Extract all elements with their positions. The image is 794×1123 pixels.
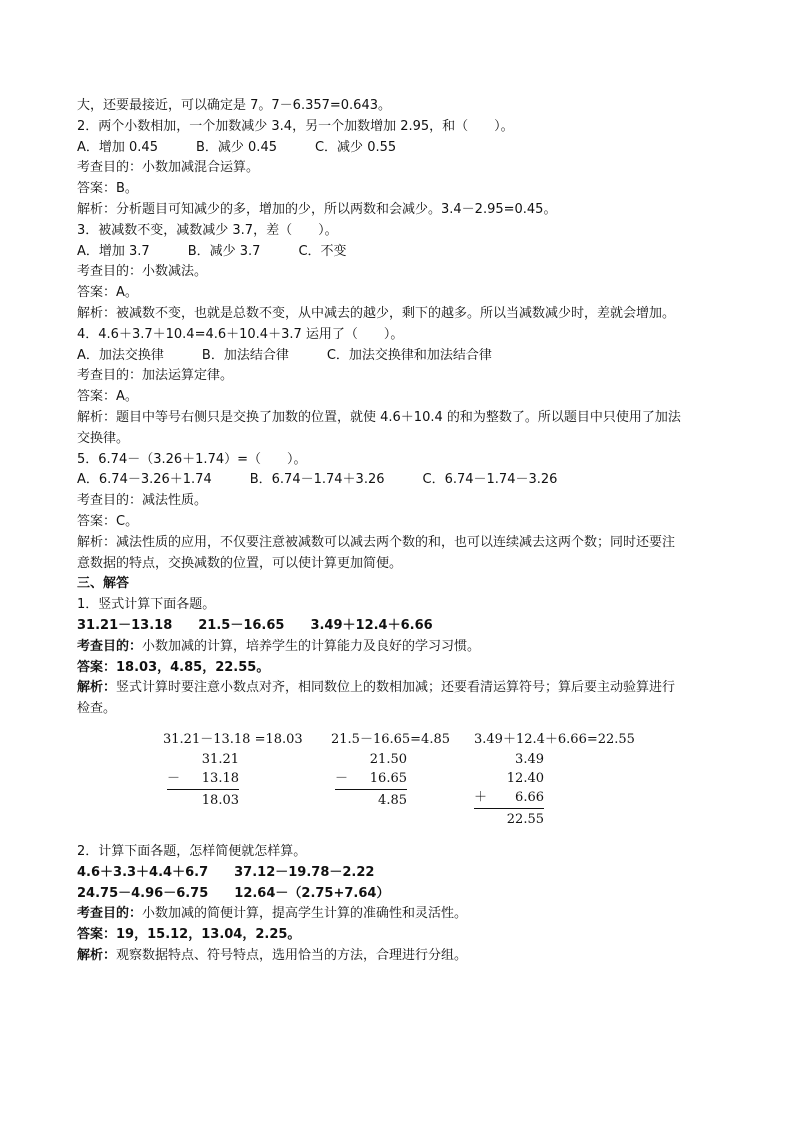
- calc-operand: 13.18: [201, 770, 239, 786]
- calc-sign: －: [167, 770, 181, 786]
- problem-answer: [77, 658, 727, 679]
- question-answer: 答案：A。: [77, 389, 138, 405]
- calc-operand: 12.40: [506, 770, 544, 786]
- analysis-text: 观察数据特点、符号特点，选用恰当的方法，合理进行分组。: [116, 947, 468, 963]
- calc-operand-signed: [474, 788, 544, 807]
- question-goal: 考查目的：加法运算定律。: [77, 368, 234, 384]
- option-c: C．不变: [298, 243, 347, 259]
- question-answer: 答案：B。: [77, 181, 138, 197]
- question-options: [77, 242, 727, 263]
- question-goal: 考查目的：小数加减混合运算。: [77, 160, 260, 176]
- calc-operand: 31.21: [201, 751, 239, 767]
- text-line: 大，还要最接近，可以确定是 7。7－6.357=0.643。: [77, 98, 391, 113]
- vertical-calc-3: [474, 730, 635, 829]
- problem-analysis: [77, 946, 727, 967]
- question-options: [77, 138, 727, 159]
- question-answer: 答案：A。: [77, 285, 138, 301]
- calc-equation: 31.21－13.18 =18.03: [163, 731, 303, 747]
- calc-operand-signed: [167, 769, 239, 788]
- answer-text: 18.03，4.85，22.55。: [116, 659, 270, 675]
- question-stem: 4．4.6＋3.7＋10.4=4.6＋10.4＋3.7 运用了（ ）。: [77, 326, 404, 342]
- option-b: B．6.74－1.74＋3.26: [249, 472, 385, 488]
- answer-label: 答案：: [77, 927, 117, 943]
- calc-rule: [335, 789, 407, 790]
- problem-analysis: [77, 678, 727, 699]
- calc-rule: [167, 789, 239, 790]
- calc-operand: 16.65: [369, 770, 407, 786]
- question-analysis: 解析：分析题目可知减少的多，增加的少，所以两数和会减少。3.4－2.95=0.45。: [77, 201, 557, 217]
- option-c: C．6.74－1.74－3.26: [422, 472, 558, 488]
- problem-stem: 2．计算下面各题，怎样简便就怎样算。: [77, 843, 307, 859]
- goal-text: 小数加减的简便计算，提高学生计算的准确性和灵活性。: [142, 906, 468, 922]
- option-b: B．加法结合律: [201, 347, 289, 363]
- problem-goal: [77, 904, 727, 925]
- question-stem: 2．两个小数相加，一个加数减少 3.4，另一个加数增加 2.95，和（ ）。: [77, 118, 514, 134]
- calc-stack: [474, 750, 544, 829]
- expression: 3.49＋12.4＋6.66: [310, 617, 433, 633]
- problem-goal: [77, 637, 727, 658]
- problem-expressions: [77, 616, 727, 637]
- problem-expressions: [77, 884, 727, 905]
- calc-sign: －: [335, 770, 349, 786]
- calc-stack: [335, 750, 407, 810]
- answer-text: 19，15.12，13.04，2.25。: [116, 927, 301, 943]
- calc-equation: 3.49＋12.4＋6.66=22.55: [474, 731, 635, 747]
- question-goal: 考查目的：小数减法。: [77, 264, 208, 280]
- vertical-calc-2: [331, 730, 450, 810]
- calc-rule: [474, 808, 544, 809]
- question-analysis: 解析：被减数不变，也就是总数不变，从中减去的越少，剩下的越多。所以当减数减少时，差就会增加。: [77, 305, 676, 321]
- question-options: [77, 346, 727, 367]
- question-goal: 考查目的：减法性质。: [77, 493, 208, 509]
- option-b: B．减少 0.45: [195, 139, 277, 155]
- option-a: A．6.74－3.26＋1.74: [77, 472, 212, 488]
- question-analysis: 解析：减法性质的应用，不仅要注意被减数可以减去两个数的和，也可以连续减去这两个数；同时还要注: [77, 534, 676, 550]
- calc-result: 22.55: [506, 811, 544, 827]
- option-c: C．加法交换律和加法结合律: [326, 347, 492, 363]
- expression: 4.6＋3.3＋4.4＋6.7: [77, 864, 209, 880]
- goal-text: 小数加减的计算，培养学生的计算能力及良好的学习习惯。: [142, 638, 481, 654]
- calc-stack: [167, 750, 239, 810]
- calc-equation: 21.5－16.65=4.85: [331, 731, 450, 747]
- option-a: A．加法交换律: [77, 347, 164, 363]
- calc-sign: ＋: [474, 789, 488, 805]
- calc-operand: 3.49: [515, 751, 544, 767]
- analysis-text: 竖式计算时要注意小数点对齐，相同数位上的数相加减；还要看清运算符号；算后要主动验算进行: [116, 680, 676, 696]
- analysis-label: 解析：: [77, 947, 117, 963]
- option-b: B．减少 3.7: [187, 243, 261, 259]
- problem-answer: [77, 925, 727, 946]
- option-a: A．增加 3.7: [77, 243, 150, 259]
- goal-label: 考查目的：: [77, 906, 143, 922]
- calc-result: 18.03: [201, 792, 239, 808]
- calc-operand: 6.66: [515, 789, 544, 805]
- question-options: [77, 470, 727, 491]
- problem-stem: 1．竖式计算下面各题。: [77, 597, 216, 613]
- vertical-calculations: [77, 726, 727, 838]
- calc-operand: 21.50: [369, 751, 407, 767]
- option-c: C．减少 0.55: [314, 139, 397, 155]
- calc-result: 4.85: [378, 792, 407, 808]
- expression: 31.21－13.18: [77, 617, 173, 633]
- expression: 12.64－（2.75+7.64）: [234, 885, 390, 901]
- question-stem: 5．6.74－（3.26＋1.74）=（ ）。: [77, 451, 307, 467]
- expression: 24.75－4.96－6.75: [77, 885, 209, 901]
- question-answer: 答案：C。: [77, 513, 139, 529]
- analysis-label: 解析：: [77, 680, 117, 696]
- document-page: [77, 96, 727, 967]
- question-stem: 3．被减数不变，减数减少 3.7，差（ ）。: [77, 222, 338, 238]
- problem-analysis-cont: 检查。: [77, 701, 117, 717]
- question-analysis-cont: 意数据的特点，交换减数的位置，可以使计算更加简便。: [77, 555, 403, 571]
- question-analysis-cont: 交换律。: [77, 430, 130, 446]
- problem-expressions: [77, 863, 727, 884]
- calc-operand-signed: [335, 769, 407, 788]
- expression: 37.12－19.78－2.22: [234, 864, 375, 880]
- answer-label: 答案：: [77, 659, 117, 675]
- goal-label: 考查目的：: [77, 638, 143, 654]
- section-title: 三、解答: [77, 576, 130, 592]
- vertical-calc-1: [163, 730, 303, 810]
- option-a: A．增加 0.45: [77, 139, 158, 155]
- expression: 21.5－16.65: [198, 617, 285, 633]
- question-analysis: 解析：题目中等号右侧只是交换了加数的位置，就使 4.6＋10.4 的和为整数了。所以题目中只使用了加法: [77, 409, 681, 425]
